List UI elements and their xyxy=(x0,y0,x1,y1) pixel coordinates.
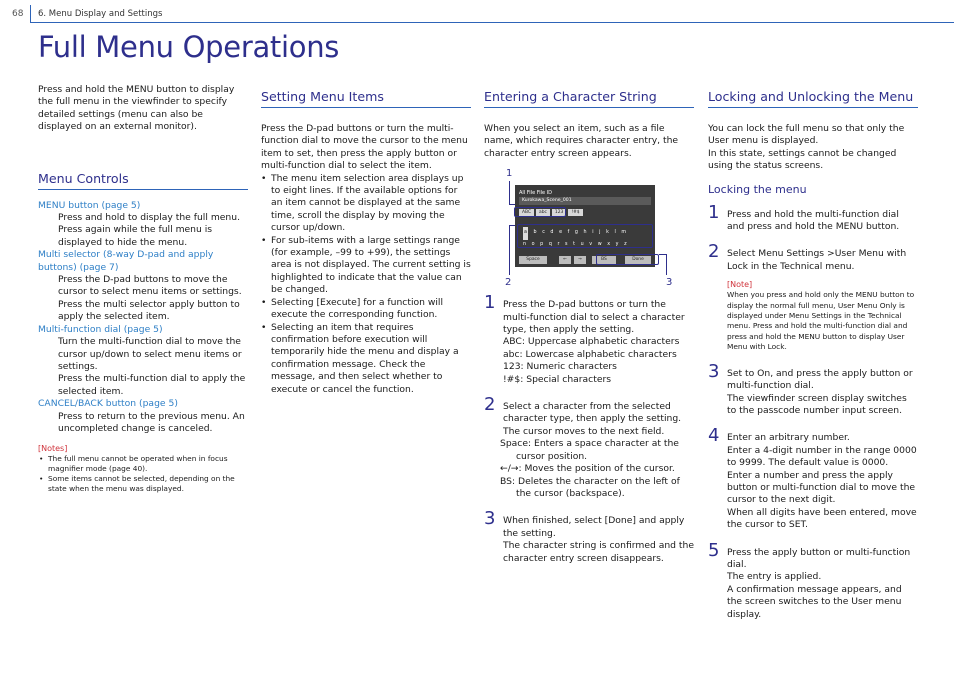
key-description: BS: Deletes the character on the left of the cursor (backspace). xyxy=(500,475,680,499)
entering-step-1 xyxy=(484,294,694,386)
chapter-title: 6. Menu Display and Settings xyxy=(38,9,163,19)
entering-heading: Entering a Character String xyxy=(484,88,694,108)
column-entering xyxy=(484,88,694,565)
callout-line xyxy=(509,225,510,275)
step-text: Select Menu Settings >User Menu with Lock in the Technical menu. xyxy=(727,248,907,272)
locking-body: You can lock the full menu so that only the User menu is displayed. xyxy=(708,123,905,147)
step-text: When finished, select [Done] and apply the setting. xyxy=(503,515,685,539)
step-number: 4 xyxy=(708,425,720,447)
locking-step-2 xyxy=(708,243,918,352)
char-key[interactable]: o xyxy=(531,242,535,248)
char-key[interactable]: w xyxy=(597,242,602,248)
step-text: The viewfinder screen display switches to the passcode number input screen. xyxy=(727,392,907,416)
control-desc: Press the D-pad buttons to move the cursor to select menu items or settings. xyxy=(58,274,242,298)
tab-lowercase[interactable]: abc xyxy=(536,209,550,216)
control-desc: Press the multi selector apply button to apply the selected item. xyxy=(58,298,240,323)
header-rule xyxy=(30,22,954,23)
callout-1: 1 xyxy=(506,168,513,180)
char-key[interactable]: f xyxy=(567,230,570,236)
char-key[interactable]: m xyxy=(621,230,627,236)
done-button[interactable]: Done xyxy=(625,256,651,264)
header-divider xyxy=(30,5,31,23)
setting-menu-body: Press the D-pad buttons or turn the multi-function dial to move the cursor to the menu item to set, then press the apply button or multi-function dial to select the item. xyxy=(261,123,468,172)
char-key[interactable]: z xyxy=(624,242,627,248)
char-key[interactable]: k xyxy=(606,230,609,236)
entering-step-3 xyxy=(484,510,694,565)
cancel-back-button-link[interactable]: CANCEL/BACK button (page 5) xyxy=(38,398,178,410)
note-text: When you press and hold only the MENU button to display the normal full menu, User Menu Only is displayed under Menu Settings in the Technical menu. Press and hold the multi-function dial and press and hold the MENU button to display User Menu with Lock. xyxy=(727,290,915,352)
screen-title: All File File ID xyxy=(519,190,553,197)
setting-menu-heading: Setting Menu Items xyxy=(261,88,471,108)
step-number: 3 xyxy=(708,360,720,382)
screen-text-field: Kurokawa_Scene_001 xyxy=(519,197,651,205)
entering-step-2-keys xyxy=(484,438,694,500)
step-text: The cursor moves to the next field. xyxy=(503,425,665,437)
step-text: ABC: Uppercase alphabetic characters xyxy=(503,336,680,348)
locking-step-5 xyxy=(708,539,918,621)
multi-function-dial-link[interactable]: Multi-function dial (page 5) xyxy=(38,323,163,335)
char-key[interactable]: v xyxy=(589,242,593,248)
column-locking xyxy=(708,88,918,621)
char-key[interactable]: t xyxy=(573,242,576,248)
control-desc: Press to return to the previous menu. An uncompleted change is canceled. xyxy=(58,410,245,434)
bullet-item: • The menu item selection area displays up to eight lines. If the available options for an item cannot be displayed at the same time, scroll the display by moving the cursor up/down. xyxy=(261,173,471,235)
cursor-left-button[interactable]: ← xyxy=(559,256,571,264)
char-key[interactable]: q xyxy=(548,242,552,248)
note-item: • The full menu cannot be operated when in focus magnifier mode (page 40). xyxy=(38,454,248,474)
multi-selector-link[interactable]: Multi selector (8-way D-pad and apply buttons) (page 7) xyxy=(38,249,214,273)
note-label: [Note] xyxy=(727,280,753,290)
tab-uppercase[interactable]: ABC xyxy=(519,209,534,216)
char-key[interactable]: h xyxy=(583,230,587,236)
char-key[interactable]: a xyxy=(523,227,528,239)
step-text: Press the apply button or multi-function dial. xyxy=(727,546,911,570)
char-key[interactable]: i xyxy=(592,230,594,236)
char-key[interactable]: e xyxy=(559,230,563,236)
step-number: 1 xyxy=(484,292,496,314)
key-description: Space: Enters a space character at the cursor position. xyxy=(500,438,679,462)
step-text: !#$: Special characters xyxy=(503,373,612,385)
control-desc: Press the multi-function dial to apply the selected item. xyxy=(58,373,246,397)
callout-line xyxy=(666,254,667,275)
entering-step-2 xyxy=(484,396,694,438)
column-setting-menu xyxy=(261,88,471,396)
intro-text: Press and hold the MENU button to display the full menu in the viewfinder to specify detailed settings (menu can also be displayed on an external monitor). xyxy=(38,84,235,133)
control-desc: Turn the multi-function dial to move the cursor up/down to select menu items or settings. xyxy=(58,336,242,372)
bullet-item: • Selecting [Execute] for a function will execute the corresponding function. xyxy=(261,297,471,322)
char-key[interactable]: n xyxy=(523,242,527,248)
step-number: 2 xyxy=(484,394,496,416)
step-text: Enter a 4-digit number in the range 0000 to 9999. The default value is 0000. xyxy=(727,444,917,469)
char-key[interactable]: c xyxy=(542,230,545,236)
control-desc: Press and hold to display the full menu. xyxy=(58,212,240,224)
callout-highlight-2 xyxy=(517,224,653,248)
char-key[interactable]: s xyxy=(565,242,568,248)
callout-line xyxy=(509,181,510,204)
char-key[interactable]: x xyxy=(607,242,611,248)
tab-special[interactable]: !#$ xyxy=(568,209,582,216)
space-button[interactable]: Space xyxy=(519,256,547,264)
step-text: The entry is applied. xyxy=(727,571,822,583)
step-text: When all digits have been entered, move the cursor to SET. xyxy=(727,506,917,531)
notes-label: [Notes] xyxy=(38,444,68,454)
callout-highlight-1 xyxy=(514,207,566,217)
step-text: Set to On, and press the apply button or multi-function dial. xyxy=(727,367,913,392)
menu-controls-heading: Menu Controls xyxy=(38,170,248,190)
menu-controls-list xyxy=(38,200,248,436)
tab-numeric[interactable]: 123 xyxy=(552,209,566,216)
char-key[interactable]: l xyxy=(614,230,616,236)
cursor-right-button[interactable]: → xyxy=(574,256,586,264)
locking-step-3 xyxy=(708,360,918,418)
column-intro xyxy=(38,84,248,494)
locking-step-1 xyxy=(708,201,918,234)
char-key[interactable]: b xyxy=(533,230,537,236)
step-text: Enter an arbitrary number. xyxy=(727,432,850,444)
backspace-button[interactable]: BS xyxy=(592,256,616,264)
page-title: Full Menu Operations xyxy=(38,30,340,64)
callout-line xyxy=(659,254,667,255)
step-text: 123: Numeric characters xyxy=(503,361,617,373)
char-key[interactable]: y xyxy=(615,242,619,248)
step-text: A confirmation message appears, and the screen switches to the User menu display. xyxy=(727,583,902,620)
step-text: Press and hold the multi-function dial and press and hold the MENU button. xyxy=(727,208,900,233)
note-item: • Some items cannot be selected, depending on the state when the menu was displayed. xyxy=(38,474,248,494)
char-key[interactable]: d xyxy=(550,230,554,236)
step-text: Press the D-pad buttons or turn the multi-function dial to select a character type, then apply the setting. xyxy=(503,299,685,336)
control-desc: Press again while the full menu is displayed to hide the menu. xyxy=(58,224,213,248)
char-key[interactable]: p xyxy=(540,242,544,248)
step-text: The character string is confirmed and the character entry screen disappears. xyxy=(503,540,695,564)
step-number: 1 xyxy=(708,201,720,223)
char-key[interactable]: g xyxy=(574,230,578,236)
step-number: 5 xyxy=(708,539,720,561)
step-text: abc: Lowercase alphabetic characters xyxy=(503,348,677,360)
char-key[interactable]: u xyxy=(580,242,584,248)
key-description: ←/→: Moves the position of the cursor. xyxy=(500,463,675,475)
char-key[interactable]: j xyxy=(599,230,601,236)
entering-body: When you select an item, such as a file name, which requires character entry, the character entry screen appears. xyxy=(484,123,679,159)
step-text: Select a character from the selected character type, then apply the setting. xyxy=(503,401,682,425)
bullet-item: • Selecting an item that requires confirmation before execution will temporarily hide the menu and display a confirmation message. Check the message, and then select whether to execute or cancel the function. xyxy=(261,322,471,396)
bullet-item: • For sub-items with a large settings range (for example, –99 to +99), the settings area is not displayed. The current setting is highlighted to indicate that the value can be changed. xyxy=(261,235,471,297)
step-text: Enter a number and press the apply button or multi-function dial to move the cursor to the next digit. xyxy=(727,469,916,506)
locking-heading: Locking and Unlocking the Menu xyxy=(708,88,918,108)
locking-menu-subheading: Locking the menu xyxy=(708,182,807,196)
callout-2: 2 xyxy=(505,277,512,289)
callout-3: 3 xyxy=(666,277,673,289)
locking-body: In this state, settings cannot be changed using the status screens. xyxy=(708,147,897,172)
setting-menu-bullets xyxy=(261,173,471,396)
locking-step-4 xyxy=(708,427,918,531)
callout-highlight-3 xyxy=(596,254,659,265)
menu-button-link[interactable]: MENU button (page 5) xyxy=(38,199,141,211)
step-number: 3 xyxy=(484,508,496,530)
page-number: 68 xyxy=(12,9,24,19)
character-entry-figure xyxy=(489,168,673,289)
step-number: 2 xyxy=(708,241,720,263)
char-key[interactable]: r xyxy=(557,242,560,248)
